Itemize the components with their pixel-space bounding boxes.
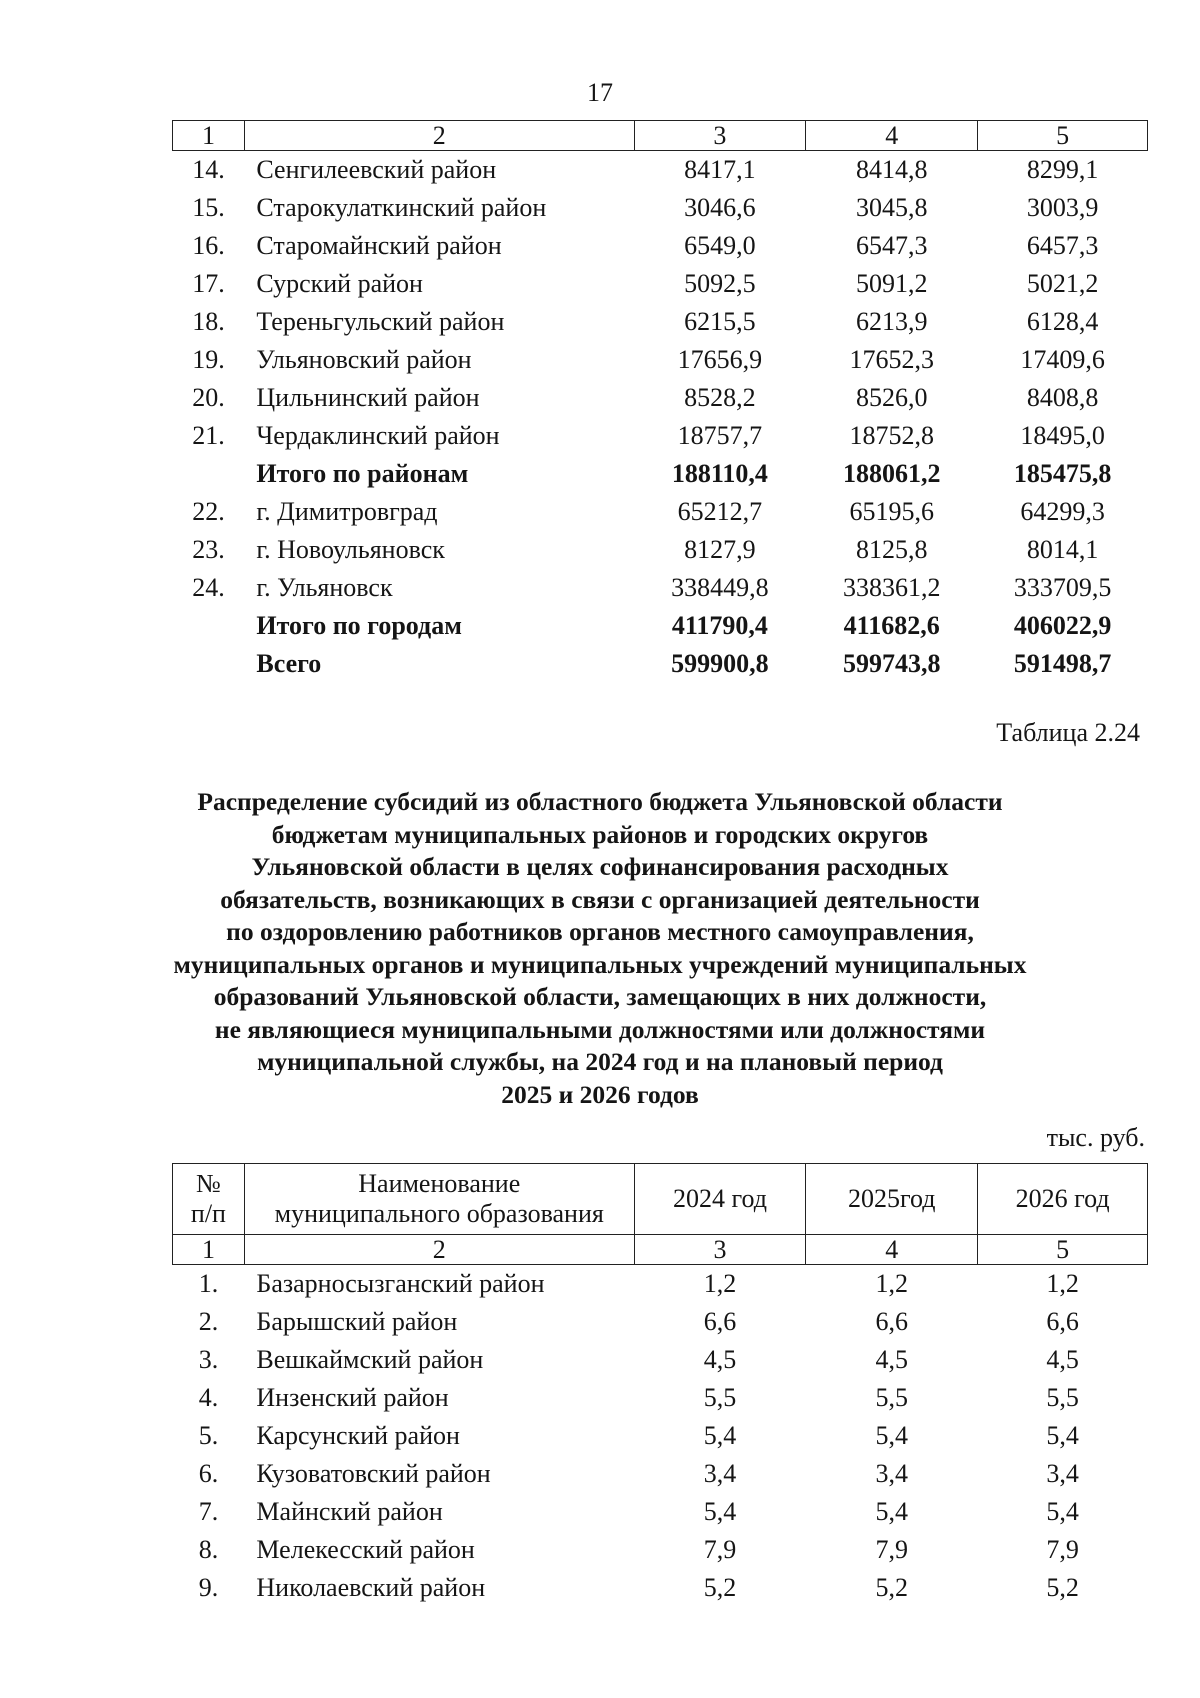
row-number: 18. <box>192 307 225 336</box>
value-2024: 4,5 <box>703 1345 737 1374</box>
value-col4: 5091,2 <box>855 269 928 298</box>
row-number: 16. <box>192 231 225 260</box>
table-row <box>173 1493 1148 1531</box>
title-line: по оздоровлению работников органов местного самоуправления, <box>226 917 974 946</box>
value-col5: 6128,4 <box>1026 307 1099 336</box>
municipality-name: Майнский район <box>256 1497 443 1526</box>
value-2026: 3,4 <box>1046 1459 1079 1488</box>
value-col5: 18495,0 <box>1020 421 1105 450</box>
value-col3: 411790,4 <box>671 611 768 640</box>
row-number: 22. <box>192 497 225 526</box>
value-col4: 8414,8 <box>855 155 928 184</box>
municipality-name: Старомайнский район <box>256 231 502 260</box>
municipality-name: г. Димитровград <box>256 497 438 526</box>
table-row <box>173 1569 1148 1607</box>
value-2024: 7,9 <box>703 1535 737 1564</box>
municipality-name: Барышский район <box>256 1307 458 1336</box>
value-col5: 8299,1 <box>1026 155 1099 184</box>
units-label: тыс. руб. <box>1046 1123 1145 1152</box>
municipality-name: Сенгилеевский район <box>256 155 497 184</box>
table-row <box>173 341 1148 379</box>
value-col3: 8127,9 <box>684 535 756 564</box>
header-name-line2: муниципального образования <box>274 1199 604 1228</box>
table-row <box>173 417 1148 455</box>
row-number: 15. <box>192 193 225 222</box>
value-2024: 3,4 <box>703 1459 737 1488</box>
row-number: 5. <box>198 1421 219 1450</box>
value-col3: 599900,8 <box>671 649 769 678</box>
table-row <box>173 1379 1148 1417</box>
title-line: 2025 и 2026 годов <box>501 1079 699 1109</box>
row-number <box>173 607 245 645</box>
column-number-cell: 3 <box>634 121 806 151</box>
column-number-cell: 1 <box>173 121 245 151</box>
header-year-2025: 2025год <box>806 1164 978 1235</box>
table-row <box>173 265 1148 303</box>
table-label: Таблица 2.24 <box>996 718 1140 747</box>
row-number: 2. <box>198 1307 219 1336</box>
municipality-name: Николаевский район <box>256 1573 486 1602</box>
value-2026: 5,2 <box>1046 1573 1079 1602</box>
page-number: 17 <box>587 78 613 107</box>
column-number-cell: 2 <box>244 121 634 151</box>
value-2026: 4,5 <box>1046 1345 1079 1374</box>
total-row <box>173 645 1148 683</box>
value-2025: 6,6 <box>875 1307 909 1336</box>
row-number: 17. <box>192 269 225 298</box>
value-col4: 411682,6 <box>843 611 940 640</box>
value-2026: 5,4 <box>1046 1421 1079 1450</box>
value-col4: 18752,8 <box>849 421 934 450</box>
value-col5: 8014,1 <box>1026 535 1099 564</box>
column-number-cell: 5 <box>978 1235 1148 1265</box>
table-row <box>173 569 1148 607</box>
value-col5: 8408,8 <box>1026 383 1099 412</box>
title-line: бюджетам муниципальных районов и городских округов <box>271 819 929 849</box>
municipality-name: Карсунский район <box>256 1421 460 1450</box>
value-2026: 5,4 <box>1046 1497 1079 1526</box>
row-number: 3. <box>198 1345 219 1374</box>
value-col3: 8417,1 <box>684 155 756 184</box>
municipality-name: Вешкаймский район <box>256 1345 484 1374</box>
row-number: 20. <box>192 383 225 412</box>
municipality-name: Кузоватовский район <box>256 1459 491 1488</box>
header-name <box>244 1164 634 1235</box>
table-row <box>173 1531 1148 1569</box>
value-col5: 6457,3 <box>1026 231 1099 260</box>
value-col3: 8528,2 <box>684 383 756 412</box>
row-number: 6. <box>198 1459 219 1488</box>
subtotal-label: Итого по районам <box>256 459 469 488</box>
value-2025: 5,4 <box>875 1421 909 1450</box>
value-2024: 5,2 <box>703 1573 737 1602</box>
table-row <box>173 1265 1148 1304</box>
value-2025: 5,5 <box>875 1383 909 1412</box>
value-col4: 65195,6 <box>849 497 934 526</box>
value-col3: 17656,9 <box>677 345 763 374</box>
header-year-2026: 2026 год <box>978 1164 1148 1235</box>
header-number <box>173 1164 245 1235</box>
title-line: образований Ульяновской области, замещающих в них должности, <box>213 982 987 1011</box>
row-number: 19. <box>192 345 225 374</box>
row-number: 14. <box>192 155 225 184</box>
subtotal-row <box>173 455 1148 493</box>
municipality-name: Базарносызганский район <box>256 1269 545 1298</box>
value-col5: 406022,9 <box>1013 611 1112 640</box>
subsidy-table <box>172 1163 1148 1607</box>
municipality-name: Сурский район <box>256 269 423 298</box>
table-row <box>173 189 1148 227</box>
value-2024: 5,5 <box>703 1383 737 1412</box>
municipality-name: Инзенский район <box>256 1383 449 1412</box>
table-row <box>173 493 1148 531</box>
value-col3: 18757,7 <box>677 421 763 450</box>
value-col4: 6213,9 <box>855 307 928 336</box>
municipality-name: Мелекесский район <box>256 1535 475 1564</box>
value-2025: 5,4 <box>875 1497 909 1526</box>
table-row <box>173 379 1148 417</box>
title-line: муниципальных органов и муниципальных учреждений муниципальных <box>173 949 1027 979</box>
value-col5: 333709,5 <box>1013 573 1112 602</box>
value-2026: 1,2 <box>1046 1269 1079 1298</box>
value-col3: 65212,7 <box>677 497 763 526</box>
table-row <box>173 1303 1148 1341</box>
row-number: 24. <box>192 573 225 602</box>
table-row <box>173 227 1148 265</box>
row-number: 9. <box>198 1573 219 1602</box>
value-col4: 8125,8 <box>855 535 928 564</box>
value-2024: 6,6 <box>703 1307 737 1336</box>
row-number: 21. <box>192 421 225 450</box>
table-row <box>173 303 1148 341</box>
value-col4: 6547,3 <box>855 231 928 260</box>
value-2026: 5,5 <box>1046 1383 1079 1412</box>
value-col5: 64299,3 <box>1020 497 1105 526</box>
table-row <box>173 151 1148 190</box>
value-col4: 338361,2 <box>842 573 941 602</box>
value-col4: 8526,0 <box>855 383 928 412</box>
row-number: 1. <box>198 1269 219 1298</box>
column-number-cell: 4 <box>806 121 978 151</box>
subtotal-label: Итого по городам <box>256 611 462 640</box>
column-number-row <box>173 1235 1148 1265</box>
column-number-cell: 3 <box>634 1235 806 1265</box>
row-number: 23. <box>192 535 225 564</box>
title-line: обязательств, возникающих в связи с организацией деятельности <box>220 884 980 914</box>
value-2026: 7,9 <box>1046 1535 1079 1564</box>
title-line: муниципальной службы, на 2024 год и на плановый период <box>257 1047 943 1076</box>
column-number-cell: 4 <box>806 1235 978 1265</box>
value-2024: 1,2 <box>703 1269 737 1298</box>
value-col4: 188061,2 <box>842 459 941 488</box>
value-2025: 4,5 <box>875 1345 909 1374</box>
row-number <box>173 645 245 683</box>
value-col3: 5092,5 <box>684 269 756 298</box>
column-number-row <box>173 121 1148 151</box>
table-row <box>173 531 1148 569</box>
table-row <box>173 1455 1148 1493</box>
municipality-name: Цильнинский район <box>256 383 480 412</box>
row-number: 7. <box>198 1497 219 1526</box>
header-number-line1: № <box>196 1169 221 1198</box>
value-2025: 7,9 <box>875 1535 909 1564</box>
row-number <box>173 455 245 493</box>
column-number-cell: 1 <box>173 1235 245 1265</box>
value-col4: 17652,3 <box>849 345 934 374</box>
row-number: 4. <box>198 1383 219 1412</box>
table-row <box>173 1417 1148 1455</box>
value-col5: 591498,7 <box>1013 649 1112 678</box>
column-number-cell: 2 <box>244 1235 634 1265</box>
municipality-name: Ульяновский район <box>256 345 472 374</box>
municipality-name: Старокулаткинский район <box>256 193 547 222</box>
municipality-name: Чердаклинский район <box>256 421 500 450</box>
municipality-name: г. Новоульяновск <box>256 535 445 564</box>
value-col5: 17409,6 <box>1020 345 1105 374</box>
value-2025: 1,2 <box>875 1269 909 1298</box>
value-2024: 5,4 <box>703 1497 737 1526</box>
value-col5: 5021,2 <box>1026 269 1099 298</box>
document-title <box>150 786 1050 1111</box>
subtotal-row <box>173 607 1148 645</box>
title-line: Ульяновской области в целях софинансирования расходных <box>251 852 949 881</box>
value-2025: 5,2 <box>875 1573 909 1602</box>
municipality-name: Тереньгульский район <box>256 307 505 336</box>
row-number: 8. <box>198 1535 219 1564</box>
municipality-name: г. Ульяновск <box>256 573 393 602</box>
value-col5: 185475,8 <box>1013 459 1112 488</box>
value-col3: 338449,8 <box>671 573 769 602</box>
total-label: Всего <box>256 649 322 678</box>
value-2026: 6,6 <box>1046 1307 1079 1336</box>
header-year-2024: 2024 год <box>634 1164 806 1235</box>
table-row <box>173 1341 1148 1379</box>
subsidy-table-continued <box>172 120 1148 683</box>
header-name-line1: Наименование <box>358 1169 521 1198</box>
table-header-row <box>173 1164 1148 1235</box>
header-number-line2: п/п <box>190 1199 226 1228</box>
value-col4: 599743,8 <box>842 649 941 678</box>
column-number-cell: 5 <box>978 121 1148 151</box>
title-line: Распределение субсидий из областного бюджета Ульяновской области <box>197 787 1003 816</box>
value-col3: 3046,6 <box>684 193 756 222</box>
value-col3: 6549,0 <box>684 231 756 260</box>
title-line: не являющиеся муниципальными должностями или должностями <box>214 1014 986 1044</box>
value-col3: 6215,5 <box>684 307 756 336</box>
value-col3: 188110,4 <box>671 459 768 488</box>
value-2024: 5,4 <box>703 1421 737 1450</box>
value-col4: 3045,8 <box>855 193 928 222</box>
value-2025: 3,4 <box>875 1459 909 1488</box>
value-col5: 3003,9 <box>1026 193 1099 222</box>
